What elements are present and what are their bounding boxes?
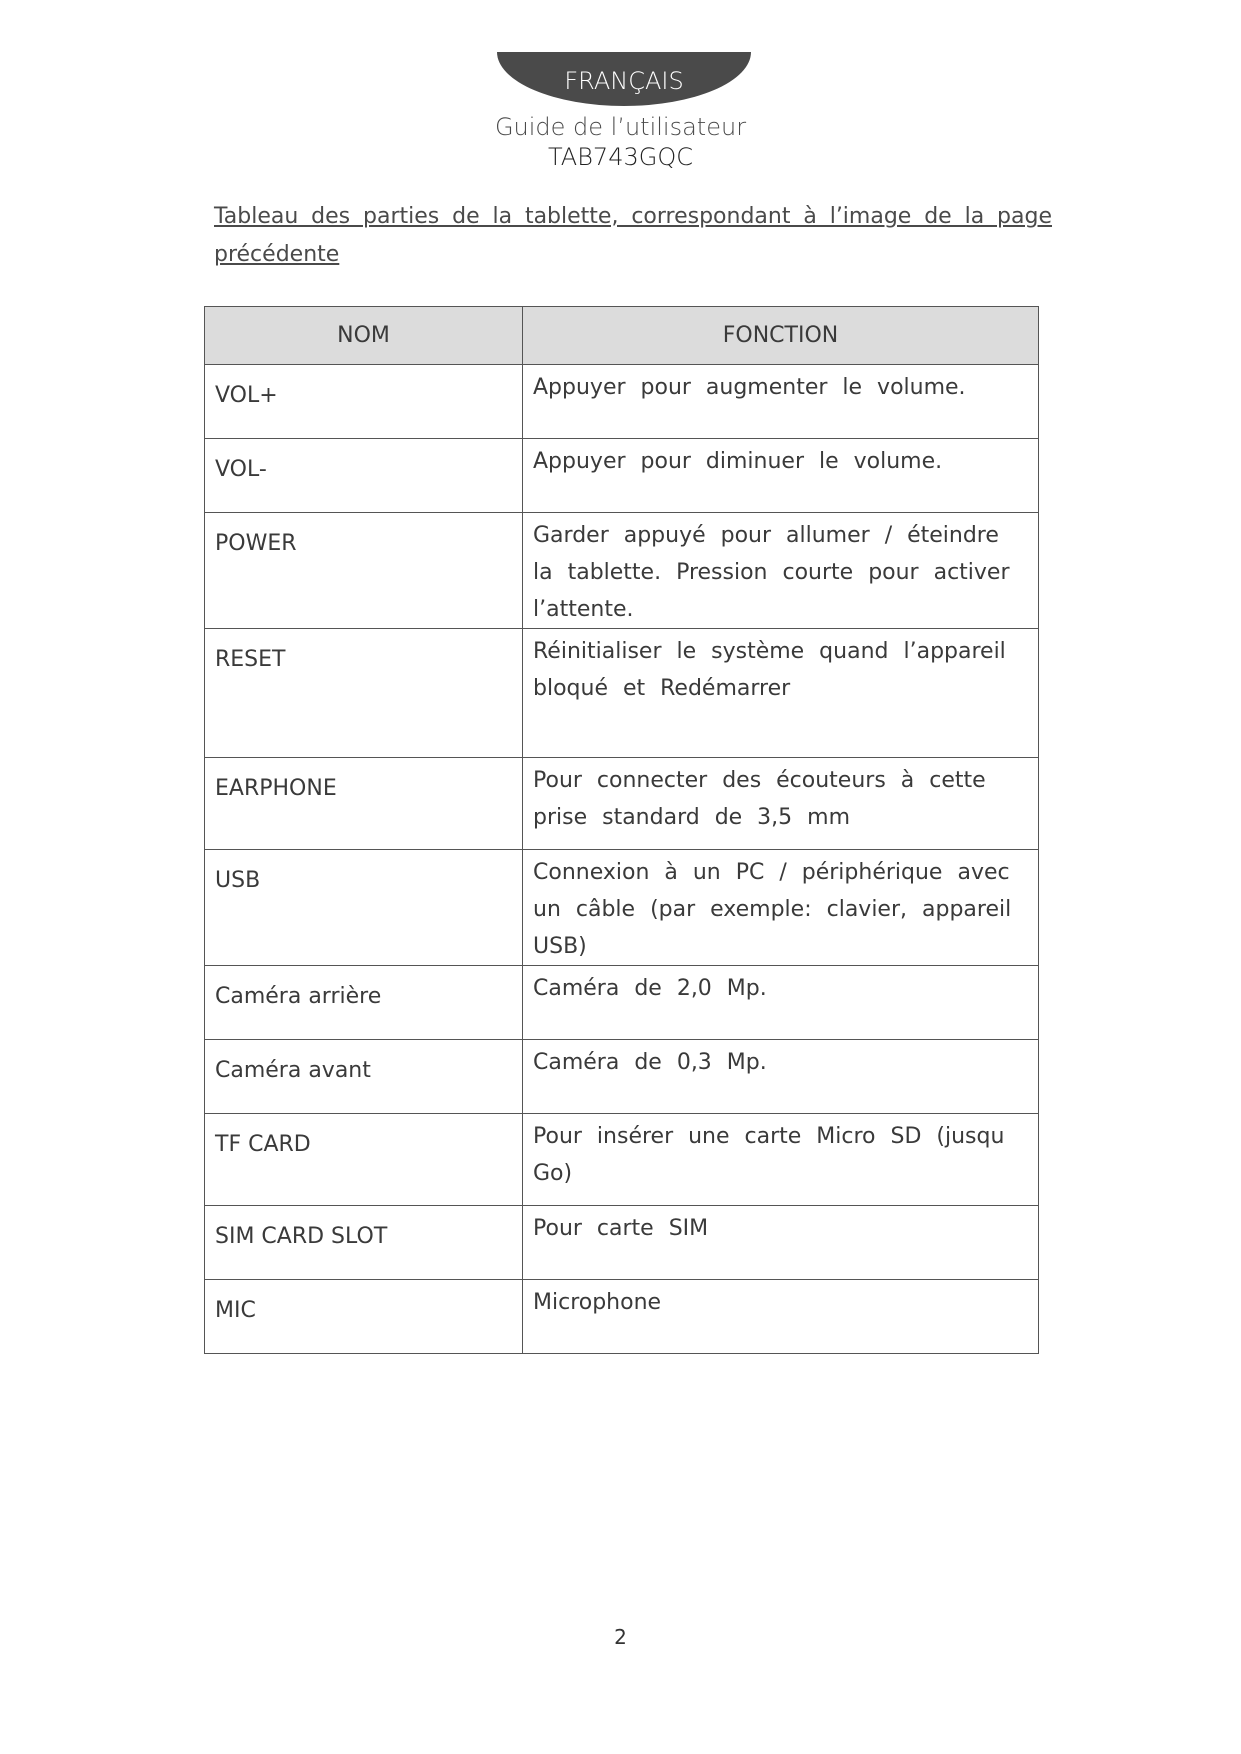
part-function: Appuyer pour augmenter le volume. [523,365,1039,439]
part-name: POWER [205,513,523,629]
column-header-function: FONCTION [523,307,1039,365]
table-row [205,629,1039,758]
table-row [205,513,1039,629]
part-name: VOL+ [205,365,523,439]
part-name: MIC [205,1280,523,1354]
part-name: Caméra avant [205,1040,523,1114]
part-name: VOL- [205,439,523,513]
part-name: SIM CARD SLOT [205,1206,523,1280]
table-row [205,758,1039,850]
guide-title: Guide de l’utilisateur [494,113,747,141]
part-function: Réinitialiser le système quand l’appareil bloqué et Redémarrer [523,629,1039,758]
page-number: 2 [614,1625,627,1649]
table-row [205,1114,1039,1206]
part-function: Pour carte SIM [523,1206,1039,1280]
part-name: TF CARD [205,1114,523,1206]
part-function: Microphone [523,1280,1039,1354]
language-tab: FRANÇAIS [497,52,751,106]
part-name: Caméra arrière [205,966,523,1040]
part-name: EARPHONE [205,758,523,850]
part-function: Caméra de 0,3 Mp. [523,1040,1039,1114]
table-row [205,1280,1039,1354]
part-function: Connexion à un PC / périphérique avec un câble (par exemple: clavier, appareil USB) [523,850,1039,966]
part-name: USB [205,850,523,966]
table-row [205,966,1039,1040]
table-row [205,850,1039,966]
part-function: Pour insérer une carte Micro SD (jusqu Go) [523,1114,1039,1206]
intro-text: Tableau des parties de la tablette, correspondant à l’image de la page précédente [214,204,1052,267]
part-name: RESET [205,629,523,758]
table-row [205,1040,1039,1114]
table-row [205,365,1039,439]
part-function: Garder appuyé pour allumer / éteindre la tablette. Pression courte pour activer l’attente. [523,513,1039,629]
part-function: Caméra de 2,0 Mp. [523,966,1039,1040]
column-header-name: NOM [205,307,523,365]
part-function: Pour connecter des écouteurs à cette prise standard de 3,5 mm [523,758,1039,850]
part-function: Appuyer pour diminuer le volume. [523,439,1039,513]
model-number: TAB743GQC [548,143,693,171]
table-row [205,1206,1039,1280]
table-row [205,439,1039,513]
parts-table [204,306,1039,1354]
